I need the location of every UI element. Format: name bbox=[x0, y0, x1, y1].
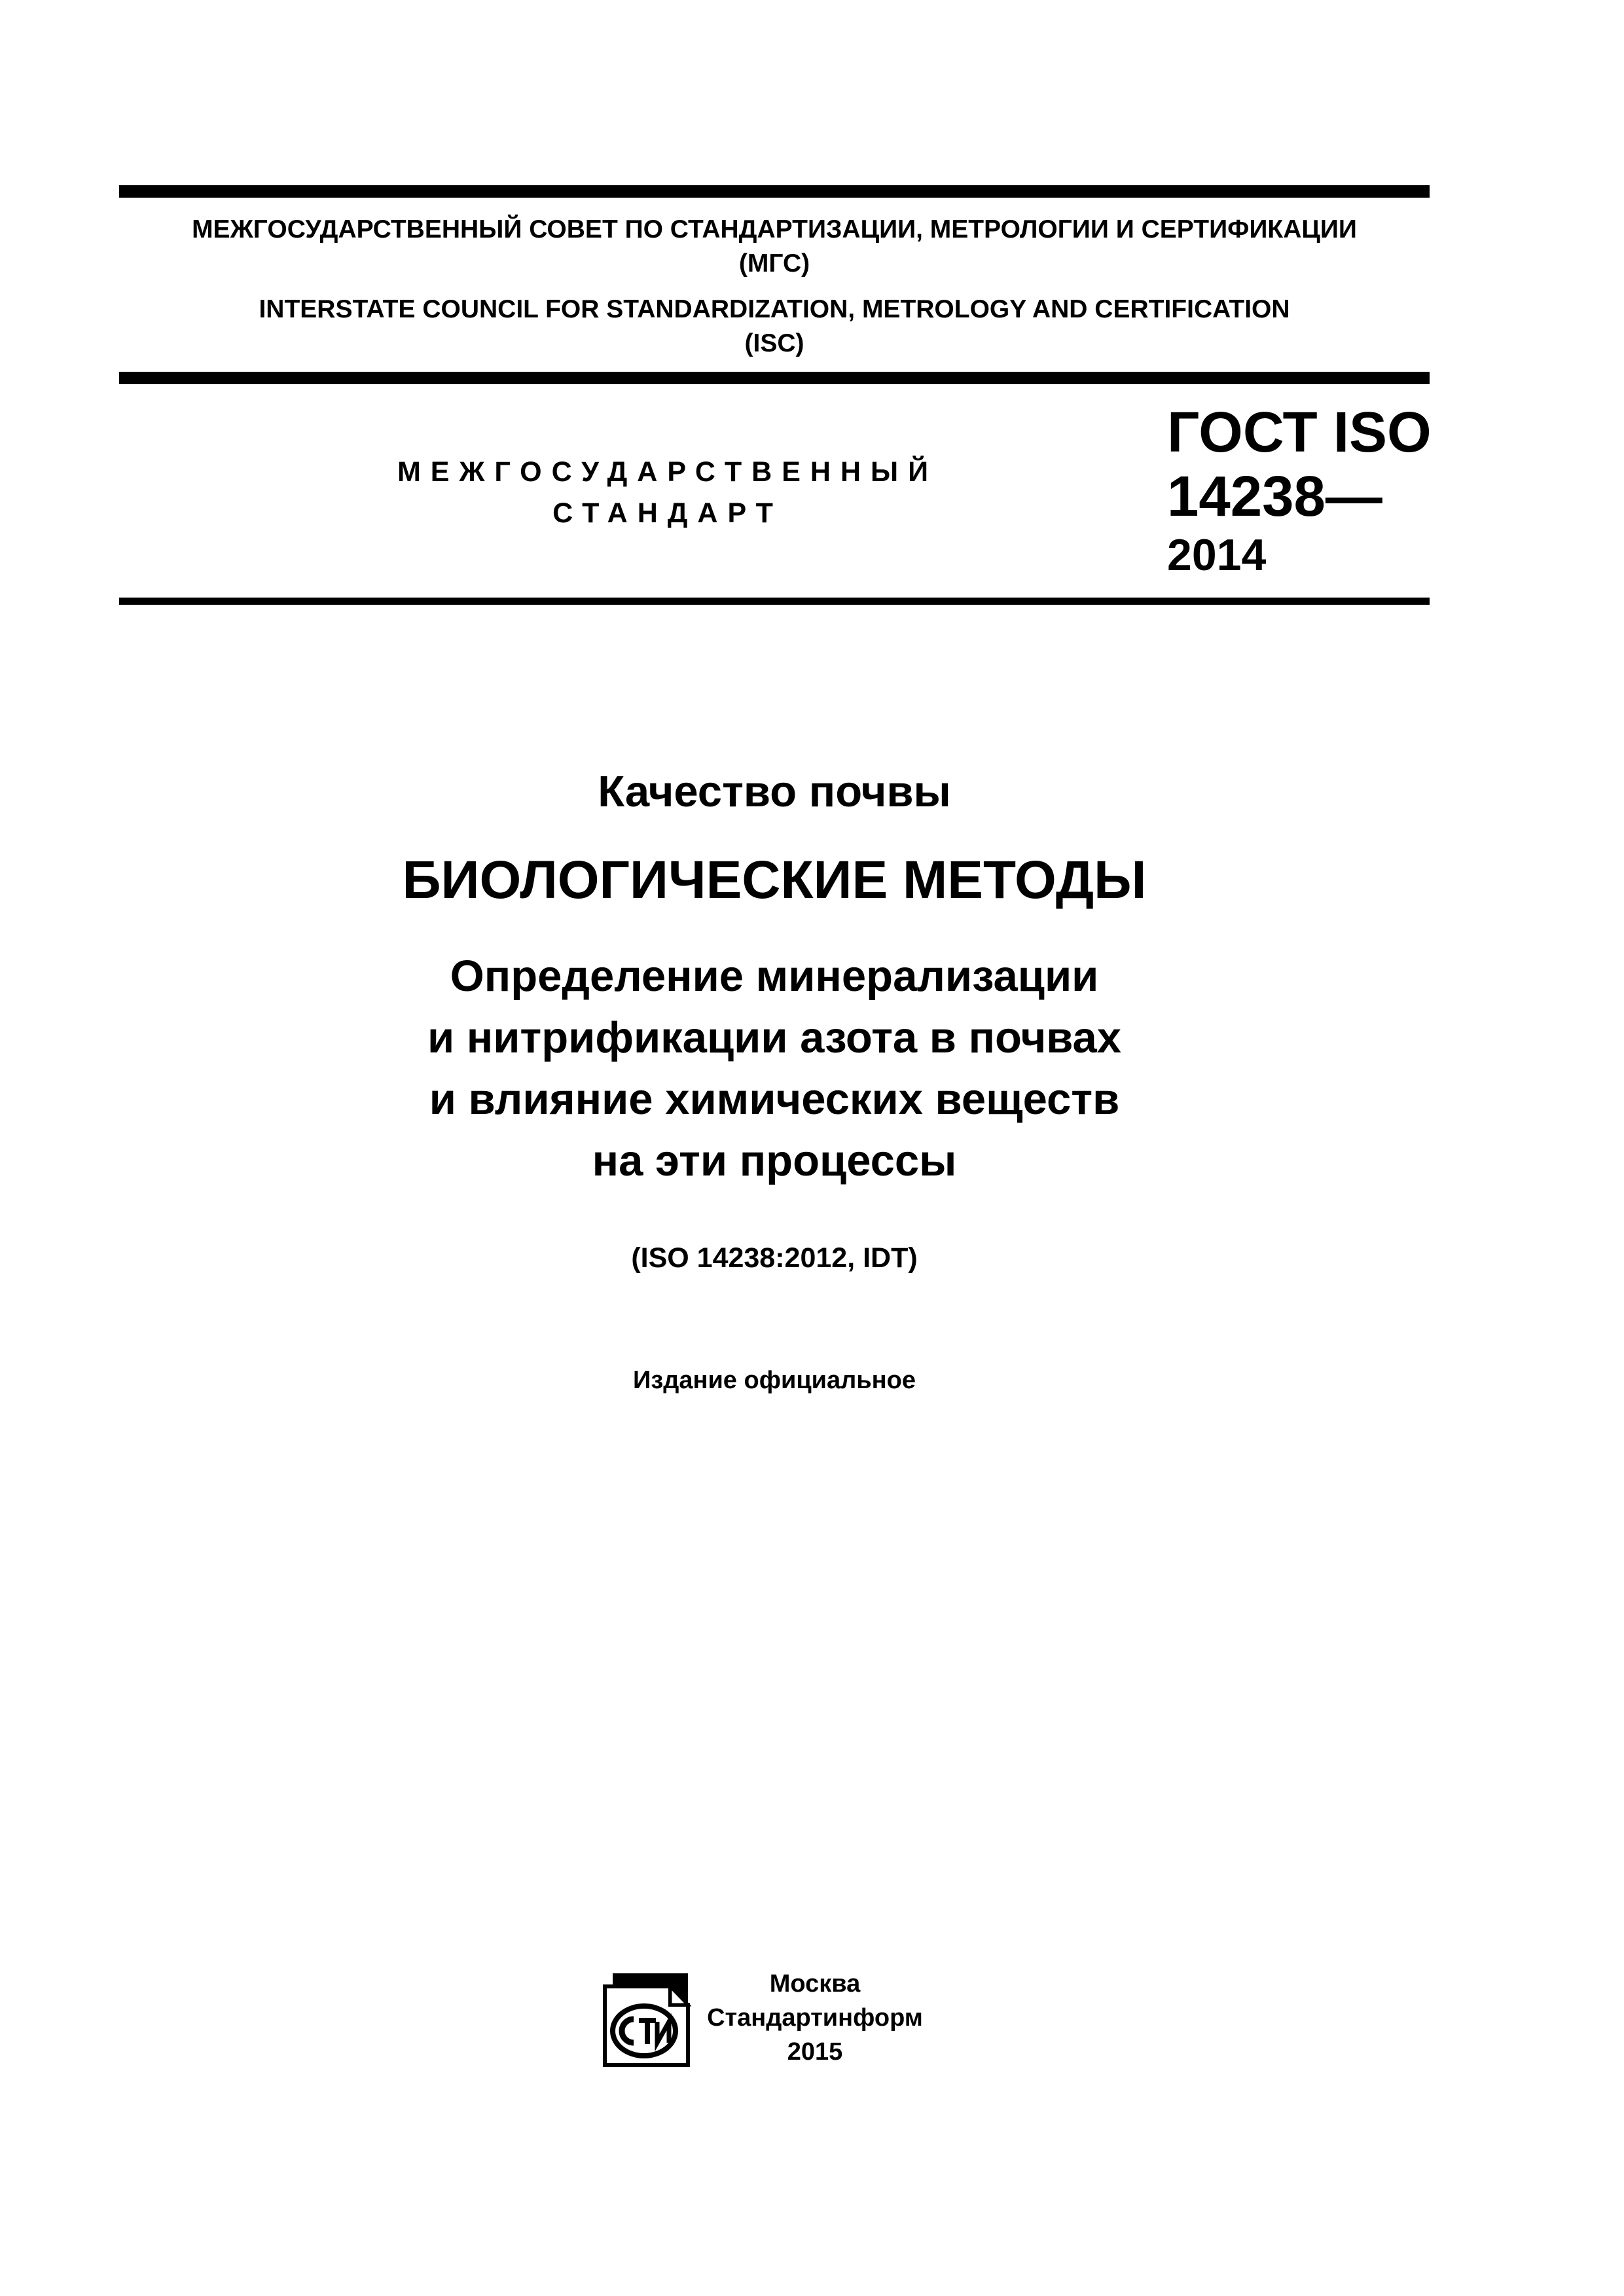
document-subtitle-line1: Определение минерализации bbox=[450, 952, 1099, 1001]
standard-type bbox=[367, 452, 969, 534]
publisher-year: 2015 bbox=[787, 2038, 843, 2066]
publisher-city: Москва bbox=[769, 1970, 861, 1998]
council-name-ru-line1: МЕЖГОСУДАРСТВЕННЫЙ СОВЕТ ПО СТАНДАРТИЗАЦИИ, МЕТРОЛОГИИ И СЕРТИФИКАЦИИ bbox=[192, 215, 1357, 243]
document-subtitle bbox=[119, 946, 1430, 1192]
document-subtitle-line4: на эти процессы bbox=[592, 1136, 957, 1185]
standard-number-line2: 14238— bbox=[1167, 465, 1382, 528]
document-subtitle-line2: и нитрификации азота в почвах bbox=[427, 1013, 1122, 1062]
standard-year: 2014 bbox=[1167, 530, 1267, 580]
standard-type-line2: СТАНДАРТ bbox=[552, 497, 783, 529]
edition-label: Издание официальное bbox=[633, 1367, 916, 1394]
council-abbr-ru: (МГС) bbox=[738, 249, 810, 278]
title-divider bbox=[119, 598, 1430, 605]
standard-number bbox=[1167, 401, 1432, 581]
document-subtitle-line3: и влияние химических веществ bbox=[429, 1075, 1120, 1124]
header-divider bbox=[119, 372, 1430, 384]
publisher-block bbox=[707, 1967, 923, 2069]
council-abbr-en: (ISC) bbox=[744, 329, 804, 357]
council-name-en-line1: INTERSTATE COUNCIL FOR STANDARDIZATION, METROLOGY AND CERTIFICATION bbox=[259, 295, 1290, 323]
publisher-name: Стандартинформ bbox=[707, 2004, 923, 2032]
iso-reference: (ISO 14238:2012, IDT) bbox=[631, 1242, 918, 1274]
document-title: Качество почвы bbox=[598, 767, 951, 816]
standard-number-line1: ГОСТ ISO bbox=[1167, 401, 1432, 464]
standard-type-line1: МЕЖГОСУДАРСТВЕННЫЙ bbox=[397, 456, 939, 488]
council-name-en bbox=[119, 293, 1430, 361]
top-divider bbox=[119, 185, 1430, 198]
document-section-title: БИОЛОГИЧЕСКИЕ МЕТОДЫ bbox=[402, 850, 1147, 910]
standartinform-logo-icon bbox=[593, 1967, 691, 2068]
council-name-ru bbox=[119, 213, 1430, 281]
